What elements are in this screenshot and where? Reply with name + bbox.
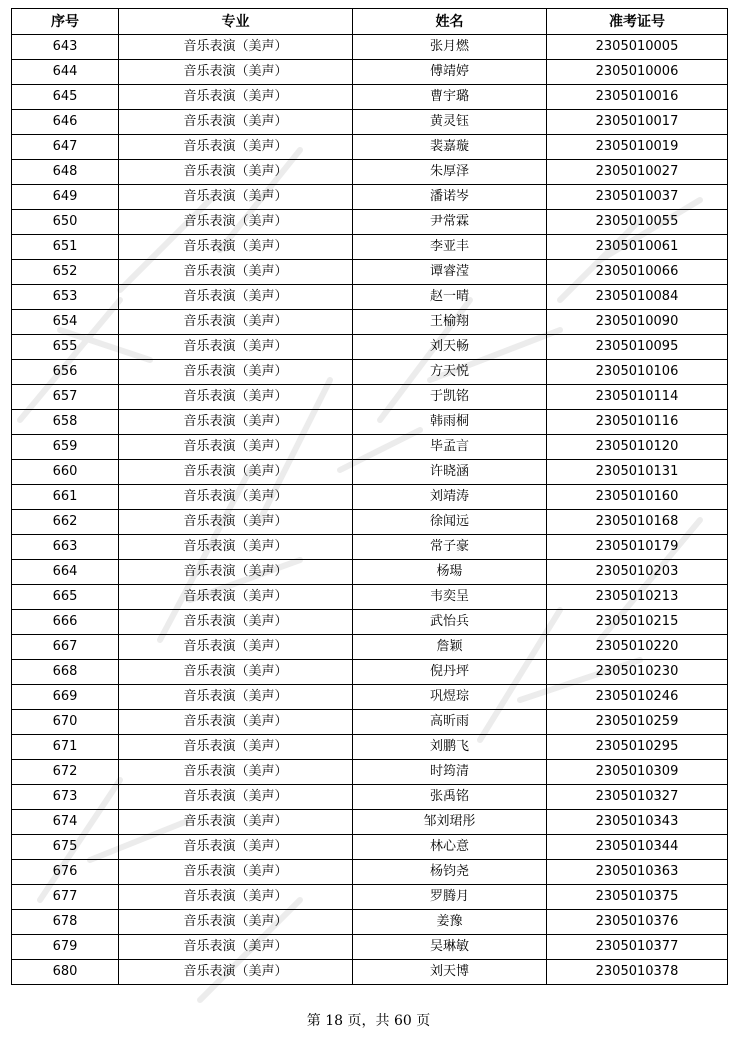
cell-seq: 674 <box>12 810 119 835</box>
cell-seq: 645 <box>12 85 119 110</box>
cell-seq: 663 <box>12 535 119 560</box>
cell-seq: 660 <box>12 460 119 485</box>
cell-major: 音乐表演（美声） <box>119 310 353 335</box>
cell-seq: 657 <box>12 385 119 410</box>
cell-major: 音乐表演（美声） <box>119 535 353 560</box>
cell-seq: 647 <box>12 135 119 160</box>
cell-seq: 658 <box>12 410 119 435</box>
page-number: 第 18 页，共 60 页 <box>306 1013 431 1029</box>
cell-name: 吴琳敏 <box>353 935 547 960</box>
cell-name: 裴嘉璇 <box>353 135 547 160</box>
cell-seq: 675 <box>12 835 119 860</box>
header-name: 姓名 <box>353 9 547 35</box>
cell-seq: 662 <box>12 510 119 535</box>
table-row <box>12 160 728 185</box>
cell-exam-id: 2305010131 <box>547 460 728 485</box>
cell-name: 林心意 <box>353 835 547 860</box>
cell-name: 刘靖涛 <box>353 485 547 510</box>
table-row <box>12 185 728 210</box>
cell-name: 罗腾月 <box>353 885 547 910</box>
cell-major: 音乐表演（美声） <box>119 935 353 960</box>
cell-major: 音乐表演（美声） <box>119 960 353 985</box>
table-row <box>12 960 728 985</box>
cell-name: 黄灵钰 <box>353 110 547 135</box>
table-row <box>12 635 728 660</box>
cell-exam-id: 2305010220 <box>547 635 728 660</box>
cell-name: 许晓涵 <box>353 460 547 485</box>
table-header-row <box>12 9 728 35</box>
cell-exam-id: 2305010295 <box>547 735 728 760</box>
cell-exam-id: 2305010168 <box>547 510 728 535</box>
cell-name: 方天悦 <box>353 360 547 385</box>
admission-roster-table <box>11 8 728 985</box>
cell-name: 谭睿滢 <box>353 260 547 285</box>
cell-exam-id: 2305010259 <box>547 710 728 735</box>
cell-major: 音乐表演（美声） <box>119 35 353 60</box>
cell-seq: 650 <box>12 210 119 235</box>
table-row <box>12 410 728 435</box>
cell-seq: 676 <box>12 860 119 885</box>
cell-exam-id: 2305010215 <box>547 610 728 635</box>
cell-name: 高昕雨 <box>353 710 547 735</box>
table-row <box>12 60 728 85</box>
table-row <box>12 510 728 535</box>
cell-major: 音乐表演（美声） <box>119 510 353 535</box>
cell-major: 音乐表演（美声） <box>119 285 353 310</box>
cell-name: 曹宇璐 <box>353 85 547 110</box>
cell-seq: 643 <box>12 35 119 60</box>
cell-seq: 671 <box>12 735 119 760</box>
cell-seq: 646 <box>12 110 119 135</box>
cell-major: 音乐表演（美声） <box>119 560 353 585</box>
table-row <box>12 835 728 860</box>
cell-major: 音乐表演（美声） <box>119 385 353 410</box>
cell-name: 杨瑒 <box>353 560 547 585</box>
cell-seq: 668 <box>12 660 119 685</box>
table-row <box>12 935 728 960</box>
table-row <box>12 685 728 710</box>
cell-seq: 673 <box>12 785 119 810</box>
cell-major: 音乐表演（美声） <box>119 335 353 360</box>
cell-seq: 654 <box>12 310 119 335</box>
cell-major: 音乐表演（美声） <box>119 785 353 810</box>
table-row <box>12 485 728 510</box>
cell-name: 傅靖婷 <box>353 60 547 85</box>
cell-name: 韩雨桐 <box>353 410 547 435</box>
cell-name: 李亚丰 <box>353 235 547 260</box>
cell-exam-id: 2305010230 <box>547 660 728 685</box>
header-exam-id: 准考证号 <box>547 9 728 35</box>
cell-exam-id: 2305010344 <box>547 835 728 860</box>
cell-major: 音乐表演（美声） <box>119 485 353 510</box>
cell-exam-id: 2305010006 <box>547 60 728 85</box>
cell-name: 张月燃 <box>353 35 547 60</box>
cell-major: 音乐表演（美声） <box>119 885 353 910</box>
table-row <box>12 285 728 310</box>
cell-name: 韦奕呈 <box>353 585 547 610</box>
cell-name: 徐闻远 <box>353 510 547 535</box>
cell-seq: 670 <box>12 710 119 735</box>
cell-name: 时筠清 <box>353 760 547 785</box>
cell-name: 毕孟言 <box>353 435 547 460</box>
cell-exam-id: 2305010377 <box>547 935 728 960</box>
cell-major: 音乐表演（美声） <box>119 635 353 660</box>
cell-exam-id: 2305010114 <box>547 385 728 410</box>
table-row <box>12 35 728 60</box>
cell-name: 尹常霖 <box>353 210 547 235</box>
cell-name: 赵一晴 <box>353 285 547 310</box>
cell-seq: 648 <box>12 160 119 185</box>
table-row <box>12 860 728 885</box>
cell-name: 武怡兵 <box>353 610 547 635</box>
table-row <box>12 885 728 910</box>
header-seq: 序号 <box>12 9 119 35</box>
cell-name: 张禹铭 <box>353 785 547 810</box>
cell-name: 刘天博 <box>353 960 547 985</box>
cell-major: 音乐表演（美声） <box>119 735 353 760</box>
cell-exam-id: 2305010106 <box>547 360 728 385</box>
cell-major: 音乐表演（美声） <box>119 460 353 485</box>
cell-major: 音乐表演（美声） <box>119 185 353 210</box>
cell-major: 音乐表演（美声） <box>119 610 353 635</box>
cell-major: 音乐表演（美声） <box>119 760 353 785</box>
cell-name: 邹刘珺彤 <box>353 810 547 835</box>
cell-seq: 664 <box>12 560 119 585</box>
table-row <box>12 385 728 410</box>
cell-exam-id: 2305010213 <box>547 585 728 610</box>
cell-major: 音乐表演（美声） <box>119 710 353 735</box>
table-row <box>12 785 728 810</box>
cell-seq: 644 <box>12 60 119 85</box>
cell-major: 音乐表演（美声） <box>119 85 353 110</box>
cell-exam-id: 2305010016 <box>547 85 728 110</box>
cell-seq: 649 <box>12 185 119 210</box>
cell-major: 音乐表演（美声） <box>119 235 353 260</box>
table-row <box>12 435 728 460</box>
cell-exam-id: 2305010378 <box>547 960 728 985</box>
table-row <box>12 135 728 160</box>
table-row <box>12 560 728 585</box>
cell-exam-id: 2305010376 <box>547 910 728 935</box>
cell-major: 音乐表演（美声） <box>119 360 353 385</box>
cell-seq: 661 <box>12 485 119 510</box>
cell-major: 音乐表演（美声） <box>119 110 353 135</box>
cell-name: 倪丹坪 <box>353 660 547 685</box>
table-row <box>12 610 728 635</box>
cell-exam-id: 2305010095 <box>547 335 728 360</box>
table-row <box>12 460 728 485</box>
table-row <box>12 335 728 360</box>
cell-seq: 679 <box>12 935 119 960</box>
cell-name: 朱厚泽 <box>353 160 547 185</box>
cell-exam-id: 2305010005 <box>547 35 728 60</box>
table-row <box>12 710 728 735</box>
table-row <box>12 210 728 235</box>
cell-exam-id: 2305010179 <box>547 535 728 560</box>
table-row <box>12 310 728 335</box>
cell-major: 音乐表演（美声） <box>119 160 353 185</box>
cell-name: 刘鹏飞 <box>353 735 547 760</box>
cell-name: 杨钧尧 <box>353 860 547 885</box>
cell-exam-id: 2305010090 <box>547 310 728 335</box>
cell-exam-id: 2305010037 <box>547 185 728 210</box>
table-row <box>12 760 728 785</box>
cell-exam-id: 2305010246 <box>547 685 728 710</box>
cell-major: 音乐表演（美声） <box>119 860 353 885</box>
cell-major: 音乐表演（美声） <box>119 660 353 685</box>
cell-major: 音乐表演（美声） <box>119 135 353 160</box>
cell-exam-id: 2305010375 <box>547 885 728 910</box>
cell-exam-id: 2305010017 <box>547 110 728 135</box>
cell-seq: 680 <box>12 960 119 985</box>
cell-seq: 652 <box>12 260 119 285</box>
cell-exam-id: 2305010363 <box>547 860 728 885</box>
cell-seq: 655 <box>12 335 119 360</box>
cell-exam-id: 2305010019 <box>547 135 728 160</box>
cell-seq: 656 <box>12 360 119 385</box>
cell-name: 刘天畅 <box>353 335 547 360</box>
cell-seq: 653 <box>12 285 119 310</box>
cell-exam-id: 2305010061 <box>547 235 728 260</box>
cell-major: 音乐表演（美声） <box>119 585 353 610</box>
table-row <box>12 85 728 110</box>
table-row <box>12 260 728 285</box>
cell-name: 姜豫 <box>353 910 547 935</box>
table-row <box>12 235 728 260</box>
table-row <box>12 585 728 610</box>
table-row <box>12 810 728 835</box>
cell-exam-id: 2305010343 <box>547 810 728 835</box>
cell-seq: 659 <box>12 435 119 460</box>
table-row <box>12 360 728 385</box>
cell-seq: 678 <box>12 910 119 935</box>
cell-major: 音乐表演（美声） <box>119 210 353 235</box>
cell-major: 音乐表演（美声） <box>119 410 353 435</box>
cell-name: 詹颖 <box>353 635 547 660</box>
cell-exam-id: 2305010203 <box>547 560 728 585</box>
cell-major: 音乐表演（美声） <box>119 810 353 835</box>
cell-major: 音乐表演（美声） <box>119 60 353 85</box>
cell-major: 音乐表演（美声） <box>119 260 353 285</box>
cell-major: 音乐表演（美声） <box>119 835 353 860</box>
header-major: 专业 <box>119 9 353 35</box>
cell-exam-id: 2305010027 <box>547 160 728 185</box>
table-row <box>12 535 728 560</box>
cell-seq: 669 <box>12 685 119 710</box>
cell-exam-id: 2305010055 <box>547 210 728 235</box>
table-row <box>12 910 728 935</box>
cell-name: 王榆翔 <box>353 310 547 335</box>
table-row <box>12 110 728 135</box>
table-row <box>12 735 728 760</box>
cell-major: 音乐表演（美声） <box>119 435 353 460</box>
cell-exam-id: 2305010066 <box>547 260 728 285</box>
cell-major: 音乐表演（美声） <box>119 910 353 935</box>
cell-seq: 665 <box>12 585 119 610</box>
cell-exam-id: 2305010309 <box>547 760 728 785</box>
table-body <box>12 35 728 985</box>
cell-name: 于凯铭 <box>353 385 547 410</box>
cell-exam-id: 2305010116 <box>547 410 728 435</box>
cell-name: 常子豪 <box>353 535 547 560</box>
cell-name: 巩煜琮 <box>353 685 547 710</box>
cell-exam-id: 2305010120 <box>547 435 728 460</box>
cell-seq: 677 <box>12 885 119 910</box>
cell-exam-id: 2305010084 <box>547 285 728 310</box>
cell-seq: 651 <box>12 235 119 260</box>
cell-exam-id: 2305010160 <box>547 485 728 510</box>
cell-seq: 672 <box>12 760 119 785</box>
table-row <box>12 660 728 685</box>
cell-name: 潘诺岑 <box>353 185 547 210</box>
cell-seq: 666 <box>12 610 119 635</box>
cell-major: 音乐表演（美声） <box>119 685 353 710</box>
cell-seq: 667 <box>12 635 119 660</box>
cell-exam-id: 2305010327 <box>547 785 728 810</box>
